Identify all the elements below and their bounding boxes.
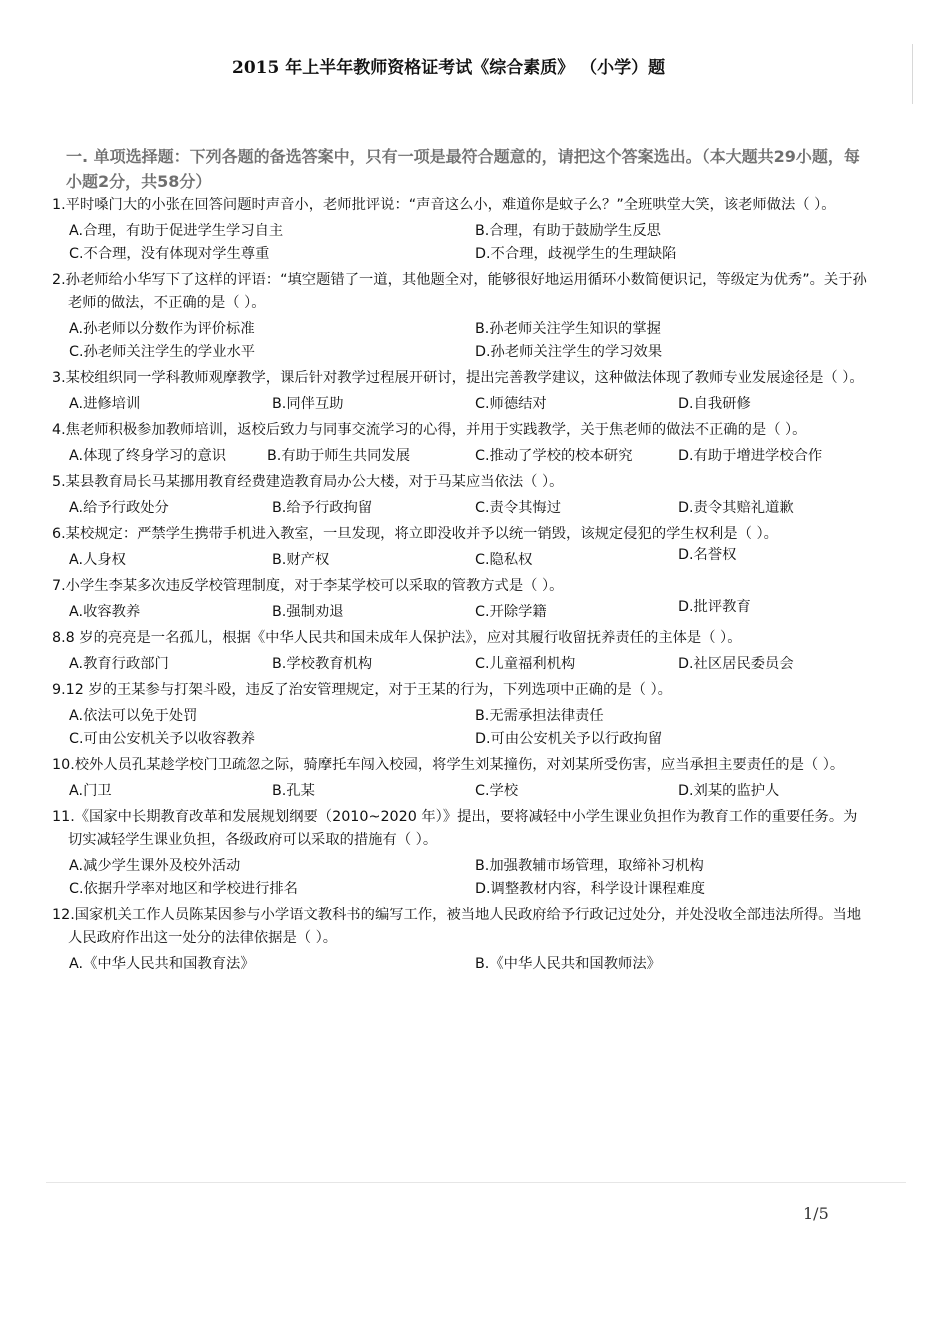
question-text: 《国家中长期教育改革和发展规划纲要（2010~2020 年）》提出，要将减轻中小学生课业负担作为教育工作的重要任务。为切实减轻学生课业负担，各级政府可以采取的措施有（ ）。 [68,809,858,848]
question-stem [52,419,867,442]
option-b: B.财产权 [272,552,330,568]
option-a: A.进修培训 [69,396,141,412]
option-d: D.自我研修 [678,396,751,412]
option-c: C.儿童福利机构 [475,656,576,672]
question-number: 11. [52,809,75,825]
question-number: 4. [52,422,66,438]
question-stem [52,269,867,315]
question-text: 8 岁的亮亮是一名孤儿，根据《中华人民共和国未成年人保护法》，应对其履行收留抚养责任的主体是（ ）。 [65,630,742,646]
option-b: B.给予行政拘留 [272,500,373,516]
question-stem [52,754,867,777]
question-list [52,194,867,979]
question-2 [52,269,867,364]
question-number: 7. [52,578,66,594]
question-6 [52,523,867,572]
option-b: B.孙老师关注学生知识的掌握 [475,321,661,337]
option-b: B.学校教育机构 [272,656,373,672]
option-c: C.孙老师关注学生的学业水平 [69,344,256,360]
option-a: A.收容教养 [69,604,141,620]
options [52,497,867,520]
option-c: C.隐私权 [475,552,533,568]
option-d: D.调整教材内容，科学设计课程难度 [475,881,706,897]
question-8 [52,627,867,676]
section-heading: 一. 单项选择题：下列各题的备选答案中，只有一项是最符合题意的，请把这个答案选出。（本大题共29小题，每小题2分，共58分） [66,147,860,191]
option-c: C.可由公安机关予以收容教养 [69,731,256,747]
option-b: B.同伴互助 [272,396,344,412]
option-d: D.可由公安机关予以行政拘留 [475,731,663,747]
question-text: 12 岁的王某参与打架斗殴，违反了治安管理规定，对于王某的行为，下列选项中正确的是（ ）。 [65,682,672,698]
option-c: C.开除学籍 [475,604,547,620]
option-d: D.不合理，歧视学生的生理缺陷 [475,246,677,262]
question-stem [52,627,867,650]
options [52,445,867,468]
page-number: 1/5 [803,1204,829,1223]
question-7 [52,575,867,624]
question-stem [52,471,867,494]
question-3 [52,367,867,416]
option-a: A.减少学生课外及校外活动 [69,858,241,874]
question-number: 12. [52,907,75,923]
option-d: D.责令其赔礼道歉 [678,500,794,516]
question-number: 6. [52,526,66,542]
options [52,393,867,416]
question-text: 孙老师给小华写下了这样的评语：“填空题错了一道，其他题全对，能够很好地运用循环小数简便识记，等级定为优秀”。关于孙老师的做法，不正确的是（ ）。 [65,272,867,311]
option-a: A.合理，有助于促进学生学习自主 [69,223,284,239]
question-stem [52,367,867,390]
options [52,653,867,676]
option-b: B.《中华人民共和国教师法》 [475,956,661,972]
option-d: D.刘某的监护人 [678,783,780,799]
options [52,318,867,364]
option-b: B.强制劝退 [272,604,344,620]
option-a: A.孙老师以分数作为评价标准 [69,321,255,337]
question-11 [52,806,867,901]
option-a: A.体现了终身学习的意识 [69,448,227,464]
question-1 [52,194,867,266]
question-9 [52,679,867,751]
question-text: 国家机关工作人员陈某因参与小学语文教科书的编写工作，被当地人民政府给予行政记过处分，并处没收全部违法所得。当地人民政府作出这一处分的法律依据是（ ）。 [68,907,862,946]
question-text: 某县教育局长马某挪用教育经费建造教育局办公大楼，对于马某应当依法（ ）。 [65,474,564,490]
option-c: C.师德结对 [475,396,547,412]
question-number: 2. [52,272,66,288]
option-d: D.孙老师关注学生的学习效果 [475,344,663,360]
option-d: D.有助于增进学校合作 [678,448,823,464]
option-d: D.批评教育 [678,599,751,615]
option-b: B.孔某 [272,783,315,799]
option-a: A.给予行政处分 [69,500,169,516]
margin-rule [912,44,913,104]
question-number: 3. [52,370,66,386]
footer-divider [46,1182,906,1183]
option-b: B.合理，有助于鼓励学生反思 [475,223,661,239]
options [52,953,867,976]
question-text: 某校规定：严禁学生携带手机进入教室，一旦发现，将立即没收并予以统一销毁，该规定侵犯的学生权利是（ ）。 [65,526,778,542]
option-b: B.加强教辅市场管理，取缔补习机构 [475,858,704,874]
question-10 [52,754,867,803]
options [52,780,867,803]
option-b: B.无需承担法律责任 [475,708,604,724]
option-c: C.学校 [475,783,519,799]
option-a: A.人身权 [69,552,126,568]
question-stem [52,679,867,702]
options [52,705,867,751]
question-stem [52,904,867,950]
question-number: 9. [52,682,66,698]
question-text: 某校组织同一学科教师观摩教学，课后针对教学过程展开研讨，提出完善教学建议，这种做法体现了教师专业发展途径是（ ）。 [65,370,864,386]
option-a: A.依法可以免于处罚 [69,708,198,724]
option-d: D.社区居民委员会 [678,656,794,672]
question-stem [52,194,867,217]
option-a: A.《中华人民共和国教育法》 [69,956,255,972]
question-number: 5. [52,474,66,490]
question-number: 8. [52,630,66,646]
options [52,601,867,624]
options [52,220,867,266]
option-c: C.依据升学率对地区和学校进行排名 [69,881,298,897]
question-12 [52,904,867,976]
question-text: 小学生李某多次违反学校管理制度，对于李某学校可以采取的管教方式是（ ）。 [65,578,564,594]
options [52,549,867,572]
option-c: C.责令其悔过 [475,500,562,516]
question-number: 10. [52,757,75,773]
question-text: 焦老师积极参加教师培训，返校后致力与同事交流学习的心得，并用于实践教学，关于焦老师的做法不正确的是（ ）。 [65,422,807,438]
options [52,855,867,901]
question-stem [52,523,867,546]
option-a: A.教育行政部门 [69,656,169,672]
question-text: 平时嗓门大的小张在回答问题时声音小，老师批评说：“声音这么小，难道你是蚊子么？”全班哄堂大笑，该老师做法（ ）。 [65,197,836,213]
option-a: A.门卫 [69,783,112,799]
page-title: 2015 年上半年教师资格证考试《综合素质》 （小学）题 [232,58,666,78]
option-d: D.名誉权 [678,547,737,563]
question-4 [52,419,867,468]
question-text: 校外人员孔某趁学校门卫疏忽之际，骑摩托车闯入校园，将学生刘某撞伤，对刘某所受伤害，应当承担主要责任的是（ ）。 [74,757,845,773]
option-c: C.不合理，没有体现对学生尊重 [69,246,270,262]
option-c: C.推动了学校的校本研究 [475,448,633,464]
question-stem [52,806,867,852]
question-number: 1. [52,197,66,213]
question-5 [52,471,867,520]
option-b: B.有助于师生共同发展 [267,448,411,464]
question-stem [52,575,867,598]
